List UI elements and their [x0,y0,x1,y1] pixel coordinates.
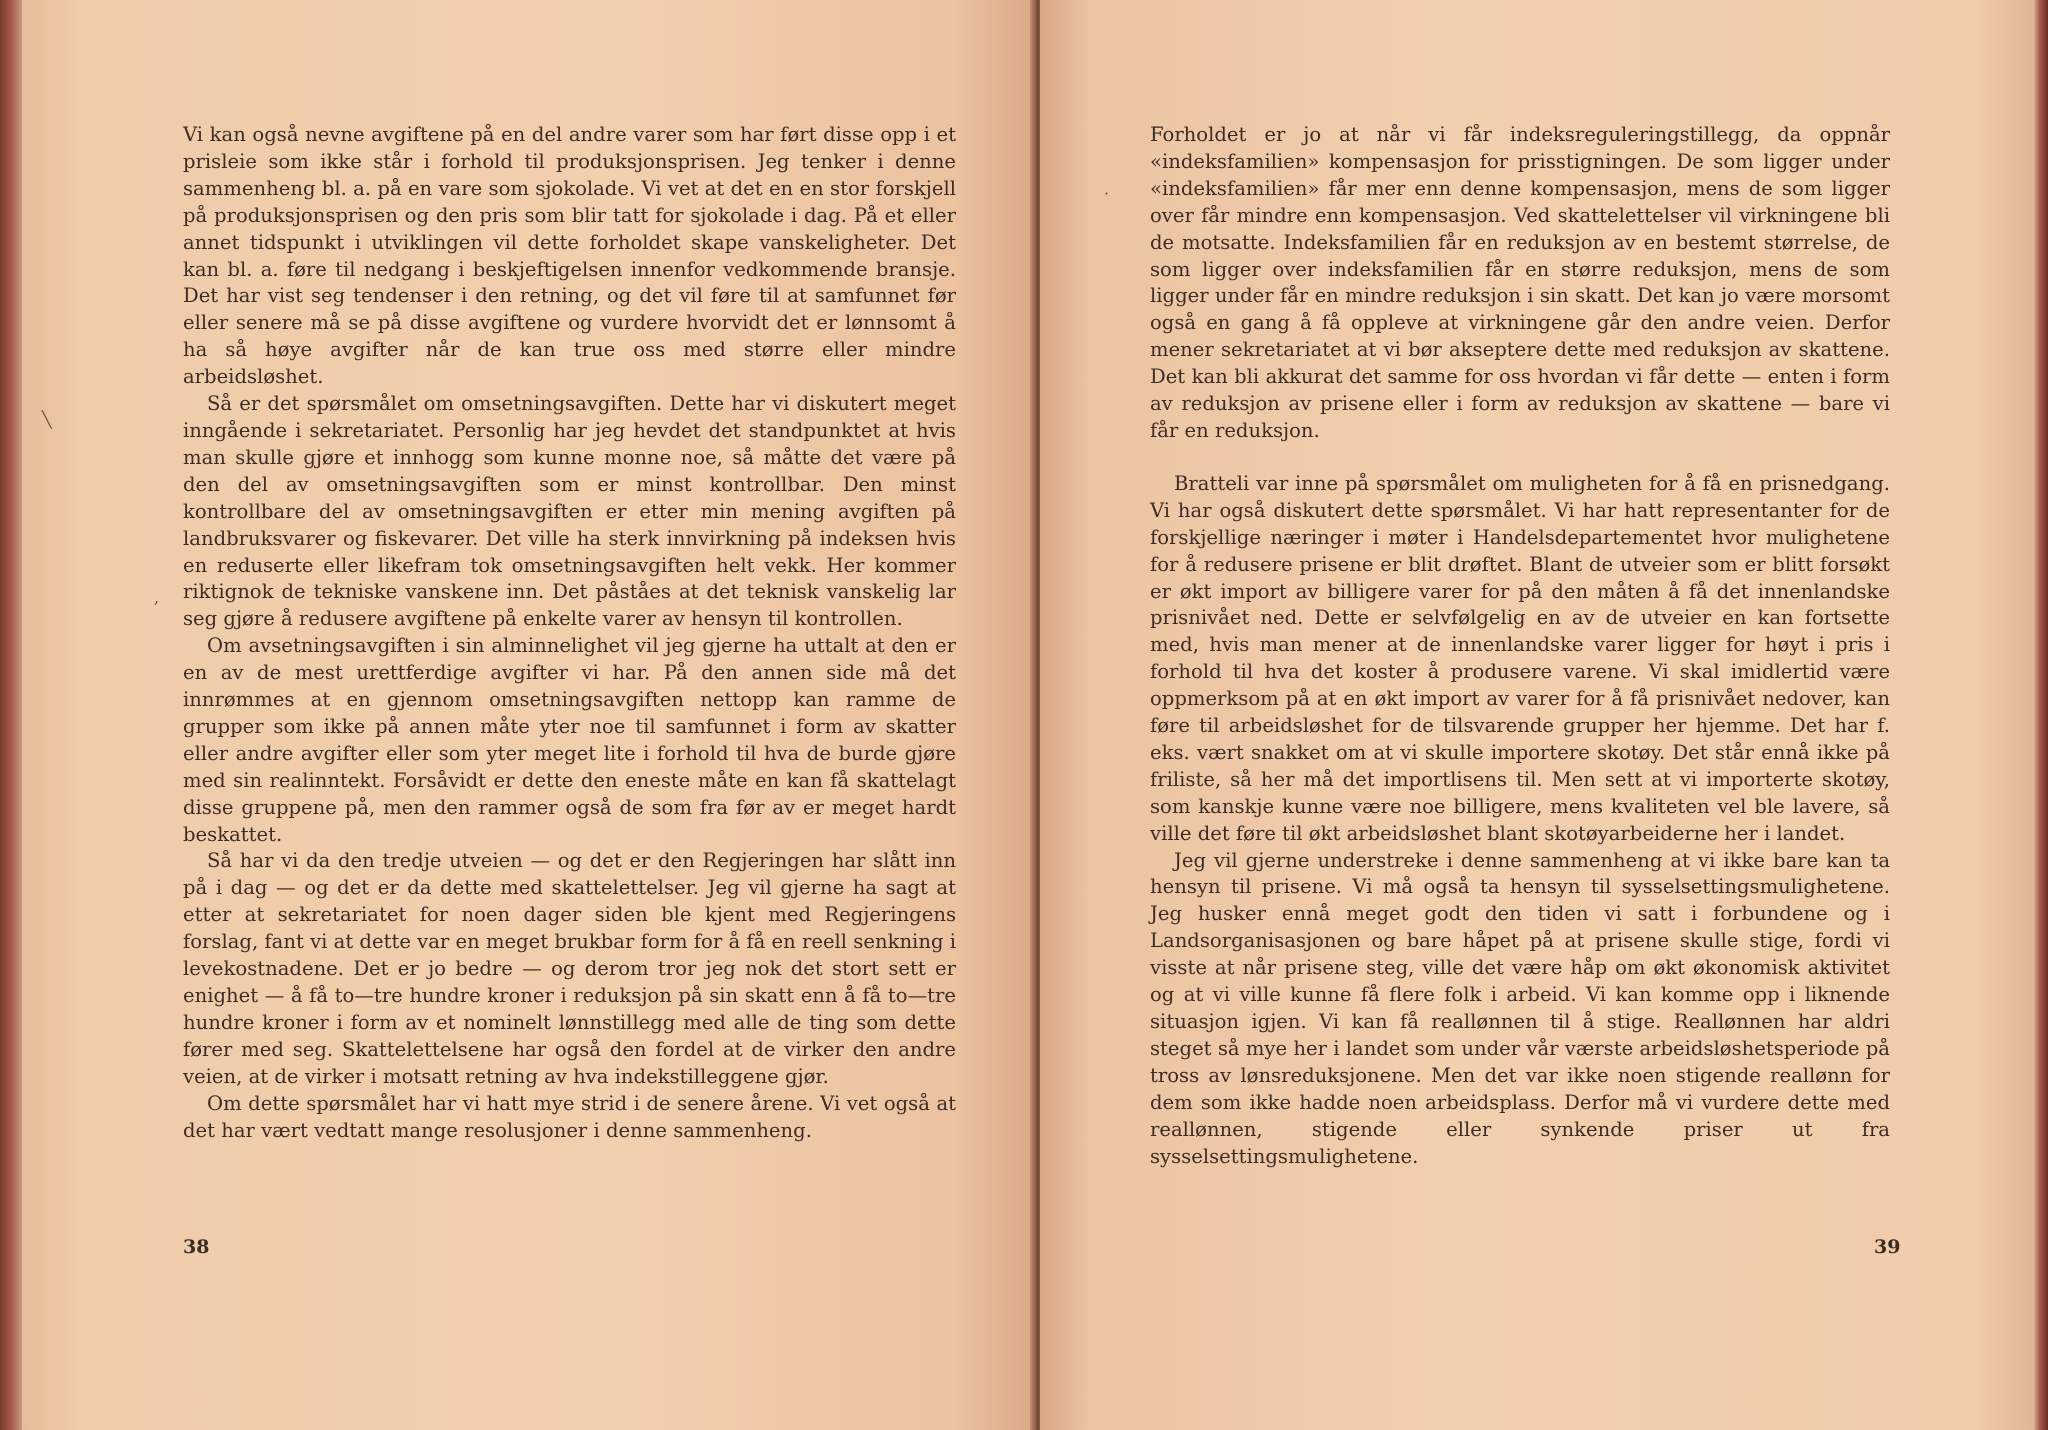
paragraph: Om avsetningsavgiften i sin alminnelighet vil jeg gjerne ha uttalt at den er en av de mest urettferdige avgifter vi har. På den annen side må det innrømmes at en gjennom omsetningsavgiften nettopp kan ramme de grupper som ikke på annen måte yter noe til samfunnet i form av skatter eller andre avgifter eller som yter meget lite i forhold til hva de burde gjøre med sin realinntekt. Forsåvidt er dette den eneste måte en kan få skattelagt disse gruppene på, men den rammer også de som fra før av er meget hardt beskattet. [183,634,956,846]
paragraph: Om dette spørsmålet har vi hatt mye strid i de senere årene. Vi vet også at det har vært vedtatt mange resolusjoner i denne sammenheng. [183,1091,956,1142]
paragraph: Forholdet er jo at når vi får indeksreguleringstillegg, da oppnår «indeksfamilien» kompensasjon for prisstigningen. De som ligger under «indeksfamilien» får mer enn denne kompensasjon, mens de som ligger over får mindre enn kompensasjon. Ved skattelettelser vil virkningene bli de motsatte. Indeksfamilien får en reduksjon av en bestemt størrelse, de som ligger over indeksfamilien får en større reduksjon, mens de som ligger under får en mindre reduksjon i sin skatt. Det kan jo være morsomt også en gang å få oppleve at virkningene går den andre veien. Derfor mener sekretariatet at vi bør akseptere dette med reduksjon av skattene. Det kan bli akkurat det samme for oss hvordan vi får dette — enten i form av reduksjon av prisene eller i form av reduksjon av skattene — bare vi får en reduksjon. [1150,123,1890,442]
paragraph: Jeg vil gjerne understreke i denne sammenheng at vi ikke bare kan ta hensyn til prisene. Vi må også ta hensyn til sysselsettingsmulighetene. Jeg husker ennå meget godt den tiden vi satt i forbundene og i Landsorganisasjonen og bare håpet på at prisene skulle stige, fordi vi visste at når prisene steg, ville det være håp om økt økonomisk aktivitet og at vi ville kunne få flere folk i arbeid. Vi kan komme opp i liknende situasjon igjen. Vi kan få reallønnen til å stige. Reallønnen har aldri steget så mye her i landet som under vår værste arbeidsløshetsperiode på tross av lønsreduksjonene. Men det var ikke noen stigende reallønn for dem som ikke hadde noen arbeidsplass. Derfor må vi vurdere dette med reallønnen, stigende eller synkende priser ut fra sysselsettingsmulighetene. [1150,848,1890,1168]
left-page [22,0,1036,1430]
right-page-text [1150,122,1890,1170]
margin-mark: ╲ [42,410,52,429]
margin-mark: · [1104,184,1110,203]
left-page-text [183,122,956,1144]
paragraph: Så har vi da den tredje utveien — og det er den Regjeringen har slått inn på i dag — og det er da dette med skattelettelser. Jeg vil gjerne ha sagt at etter at sekretariatet for noen dager siden ble kjent med Regjeringens forslag, fant vi at dette var en meget brukbar form for å få en reell senkning i levekostnadene. Det er jo bedre — og derom tror jeg nok det stort sett er enighet — å få to—tre hundre kroner i reduksjon på sin skatt enn å få to—tre hundre kroner i form av et nominelt lønnstillegg med alle de ting som dette fører med seg. Skattelettelsene har også den fordel at de virker den andre veien, at de virker i motsatt retning av hva indekstilleggene gjør. [183,849,956,1088]
page-number: 39 [1874,1236,1901,1258]
book-edge-left [0,0,22,1430]
page-number: 38 [183,1236,210,1258]
paragraph: Vi kan også nevne avgiftene på en del andre varer som har ført disse opp i et prisleie som ikke står i forhold til produksjonsprisen. Jeg tenker i denne sammenheng bl. a. på en vare som sjokolade. Vi vet at det en en stor forskjell på produksjonsprisen og den pris som blir tatt for sjokolade i dag. På et eller annet tidspunkt i utviklingen vil dette forholdet skape vanskeligheter. Det kan bl. a. føre til nedgang i beskjeftigelsen innenfor vedkommende bransje. Det har vist seg tendenser i den retning, og det vil føre til at samfunnet før eller senere må se på disse avgiftene og vurdere hvorvidt det er lønnsomt å ha så høye avgifter når de kan true oss med større eller mindre arbeidsløshet. [183,123,956,389]
paragraph: Så er det spørsmålet om omsetningsavgiften. Dette har vi diskutert meget inngående i sekretariatet. Personlig har jeg hevdet det standpunktet at hvis man skulle gjøre et innhogg som kunne monne noe, så måtte det være på den del av omsetningsavgiften som er minst kontrollbar. Den minst kontrollbare del av omsetningsavgiften er etter min mening avgiften på landbruksvarer og fiskevarer. Det ville ha sterk innvirkning på indeksen hvis en reduserte eller likefram tok omsetningsavgiften helt vekk. Her kommer riktignok de tekniske vanskene inn. Det påståes at det teknisk vanskelig lar seg gjøre å redusere avgiftene på enkelte varer av hensyn til kontrollen. [183,392,956,631]
margin-mark: , [154,588,160,607]
right-page [1040,0,2034,1430]
book-edge-right [2034,0,2048,1430]
paragraph: Bratteli var inne på spørsmålet om muligheten for å få en prisnedgang. Vi har også diskutert dette spørsmålet. Vi har hatt representanter for de forskjellige næringer i møter i Handelsdepartementet hvor mulighetene for å redusere prisene er blit drøftet. Blant de utveier som er blitt forsøkt er økt import av billigere varer for på den måten å få det innenlandske prisnivået ned. Dette er selvfølgelig en av de utveier en kan fortsette med, hvis man mener at de innenlandske varer ligger for høyt i pris i forhold til hva det koster å produsere varene. Vi skal imidlertid være oppmerksom på at en økt import av varer for å få prisnivået nedover, kan føre til arbeidsløshet for de tilsvarende grupper her hjemme. Det har f. eks. vært snakket om at vi skulle importere skotøy. Det står ennå ikke på friliste, så her må det importlisens til. Men sett at vi importerte skotøy, som kanskje kunne være noe billigere, mens kvaliteten vel ble lavere, så ville det føre til økt arbeidsløshet blant skotøyarbeiderne her i landet. [1150,471,1890,845]
